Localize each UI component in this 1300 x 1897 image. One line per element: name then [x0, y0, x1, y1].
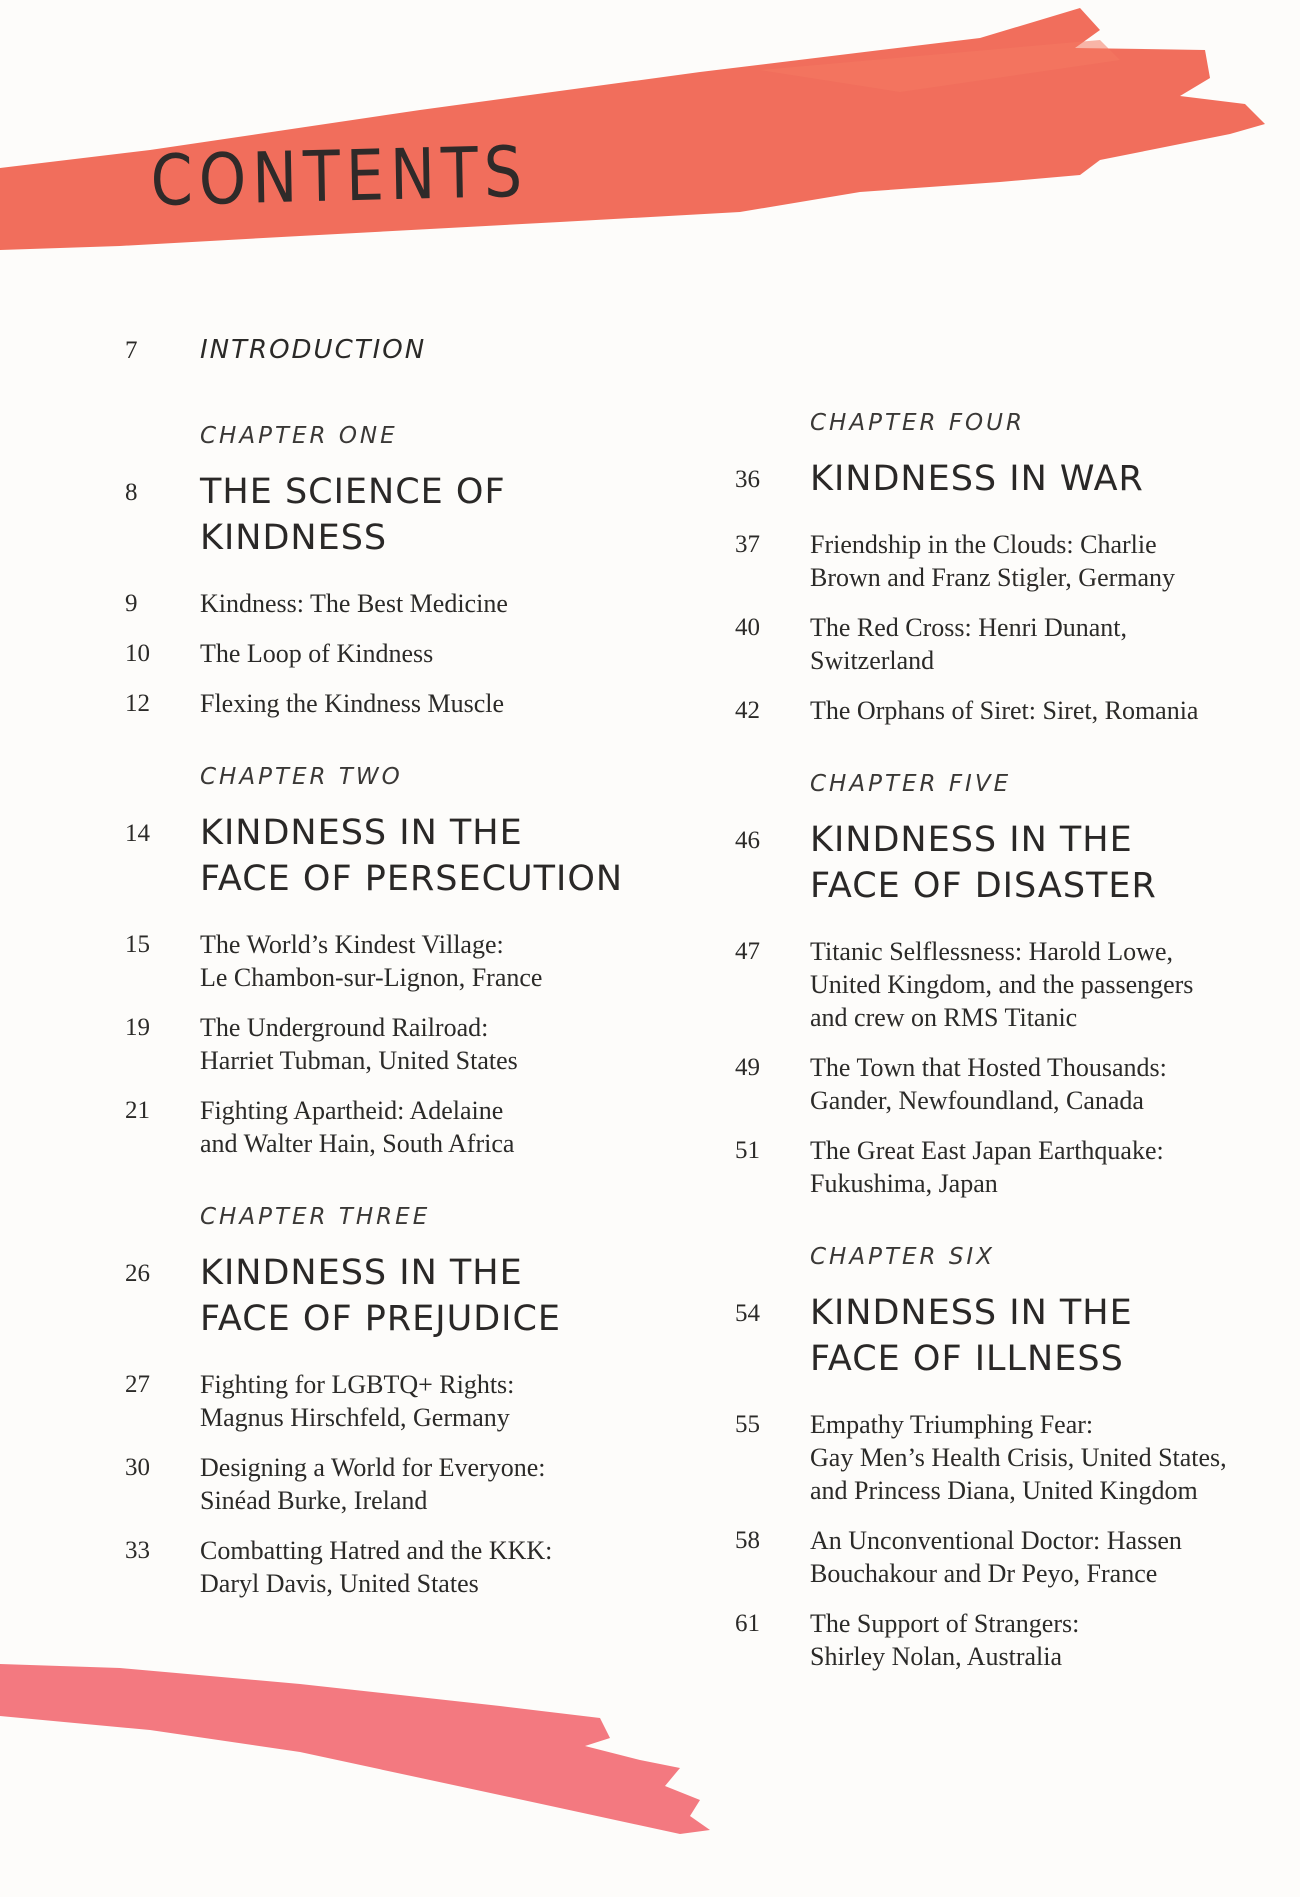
entry-title [810, 528, 1175, 594]
toc-entry[interactable] [735, 611, 1275, 677]
chapter-heading[interactable] [735, 817, 1275, 909]
entry-title-line: Gay Men’s Health Crisis, United States, [810, 1443, 1227, 1472]
page-number: 14 [125, 820, 150, 847]
chapter-title-line: KINDNESS IN THE [200, 1253, 523, 1293]
chapter-title-line: KINDNESS IN THE [200, 813, 523, 853]
page-number: 47 [735, 938, 760, 965]
entry-title [200, 1451, 545, 1517]
page-number: 58 [735, 1527, 760, 1554]
toc-entry[interactable] [735, 1134, 1275, 1200]
entry-title-line: Titanic Selflessness: Harold Lowe, [810, 937, 1173, 966]
page-number: 55 [735, 1411, 760, 1438]
left-chapter-list [125, 423, 645, 1600]
chapter-title [200, 1250, 561, 1342]
chapter-section [125, 423, 645, 720]
page-number: 33 [125, 1537, 150, 1564]
entry-title [200, 587, 508, 620]
entry-title [810, 1408, 1227, 1507]
page-number: 10 [125, 640, 150, 667]
toc-entry[interactable] [125, 637, 645, 670]
page-number: 42 [735, 697, 760, 724]
chapter-entries [125, 1368, 645, 1600]
page-number: 26 [125, 1260, 150, 1287]
entry-title [200, 637, 433, 670]
entry-title-line: The Town that Hosted Thousands: [810, 1053, 1167, 1082]
toc-entry[interactable] [125, 1094, 645, 1160]
page-number: 46 [735, 827, 760, 854]
page-number: 36 [735, 466, 760, 493]
chapter-title-line: FACE OF ILLNESS [810, 1339, 1124, 1379]
entry-title-line: Switzerland [810, 646, 935, 675]
chapter-entries [125, 587, 645, 720]
entry-title-line: Brown and Franz Stigler, Germany [810, 563, 1176, 592]
entry-title-line: Daryl Davis, United States [200, 1569, 479, 1598]
page-number: 27 [125, 1371, 150, 1398]
toc-entry[interactable] [735, 1051, 1275, 1117]
entry-title-line: Fighting for LGBTQ+ Rights: [200, 1370, 515, 1399]
page-number: 15 [125, 931, 150, 958]
chapter-entries [735, 1408, 1275, 1673]
toc-entry[interactable] [125, 1011, 645, 1077]
entry-title-line: An Unconventional Doctor: Hassen [810, 1526, 1182, 1555]
page-number: 54 [735, 1300, 760, 1327]
entry-title-line: and Walter Hain, South Africa [200, 1129, 515, 1158]
entry-title-line: The Orphans of Siret: Siret, Romania [810, 696, 1199, 725]
entry-title-line: Flexing the Kindness Muscle [200, 689, 505, 718]
toc-entry[interactable] [735, 694, 1275, 727]
entry-title-line: The Red Cross: Henri Dunant, [810, 613, 1128, 642]
page-number: 21 [125, 1097, 150, 1124]
chapter-entries [735, 935, 1275, 1200]
introduction-entry[interactable] [125, 335, 645, 365]
entry-title-line: The World’s Kindest Village: [200, 930, 504, 959]
entry-title [200, 1368, 514, 1434]
toc-entry[interactable] [125, 687, 645, 720]
chapter-title-line: FACE OF PERSECUTION [200, 859, 624, 899]
entry-title-line: Fukushima, Japan [810, 1169, 998, 1198]
chapter-title-line: THE SCIENCE OF KINDNESS [200, 472, 506, 558]
entry-title-line: The Underground Railroad: [200, 1013, 489, 1042]
bottom-brush-stroke-shape [0, 1664, 710, 1834]
entry-title-line: Le Chambon-sur-Lignon, France [200, 963, 543, 992]
entry-title-line: Friendship in the Clouds: Charlie [810, 530, 1157, 559]
toc-entry[interactable] [125, 587, 645, 620]
entry-title-line: Fighting Apartheid: Adelaine [200, 1096, 504, 1125]
chapter-label: CHAPTER SIX [810, 1244, 995, 1270]
page-title: CONTENTS [150, 130, 529, 222]
entry-title-line: Combatting Hatred and the KKK: [200, 1536, 553, 1565]
introduction-label: INTRODUCTION [200, 335, 427, 365]
entry-title-line: Magnus Hirschfeld, Germany [200, 1403, 510, 1432]
chapter-title [200, 469, 645, 561]
toc-entry[interactable] [125, 928, 645, 994]
page-number: 61 [735, 1610, 760, 1637]
chapter-title-line: FACE OF PREJUDICE [200, 1299, 562, 1339]
entry-title [810, 1607, 1079, 1673]
chapter-label: CHAPTER TWO [200, 764, 403, 790]
page-number: 9 [125, 590, 138, 617]
entry-title [810, 694, 1198, 727]
chapter-label: CHAPTER ONE [200, 423, 398, 449]
entry-title [200, 687, 504, 720]
chapter-title [810, 456, 1144, 502]
chapter-heading[interactable] [735, 456, 1275, 502]
chapter-title [200, 810, 623, 902]
toc-entry[interactable] [735, 1607, 1275, 1673]
toc-entry[interactable] [735, 1524, 1275, 1590]
entry-title-line: The Support of Strangers: [810, 1609, 1080, 1638]
chapter-title-line: KINDNESS IN THE [810, 820, 1133, 860]
page-number: 51 [735, 1137, 760, 1164]
toc-entry[interactable] [735, 935, 1275, 1034]
entry-title-line: and Princess Diana, United Kingdom [810, 1476, 1198, 1505]
toc-entry[interactable] [125, 1451, 645, 1517]
chapter-title [810, 817, 1157, 909]
chapter-section [125, 764, 645, 1160]
entry-title-line: Gander, Newfoundland, Canada [810, 1086, 1144, 1115]
toc-entry[interactable] [125, 1368, 645, 1434]
toc-entry[interactable] [735, 1408, 1275, 1507]
entry-title-line: United Kingdom, and the passengers [810, 970, 1194, 999]
page-number: 7 [125, 337, 138, 364]
page-number: 30 [125, 1454, 150, 1481]
chapter-section [735, 771, 1275, 1200]
chapter-heading[interactable] [125, 810, 645, 902]
contents-left-column [125, 335, 645, 1644]
toc-entry[interactable] [735, 528, 1275, 594]
page-number: 19 [125, 1014, 150, 1041]
chapter-label: CHAPTER THREE [200, 1204, 431, 1230]
chapter-title-line: KINDNESS IN THE [810, 1293, 1133, 1333]
right-chapter-list [735, 410, 1275, 1673]
entry-title-line: Shirley Nolan, Australia [810, 1642, 1063, 1671]
chapter-title-line: FACE OF DISASTER [810, 866, 1157, 906]
chapter-title [810, 1290, 1133, 1382]
contents-right-column [735, 410, 1275, 1717]
page-number: 37 [735, 531, 760, 558]
entry-title-line: Harriet Tubman, United States [200, 1046, 518, 1075]
entry-title-line: Bouchakour and Dr Peyo, France [810, 1559, 1158, 1588]
page-number: 40 [735, 614, 760, 641]
entry-title-line: and crew on RMS Titanic [810, 1003, 1078, 1032]
entry-title [200, 928, 542, 994]
chapter-label: CHAPTER FIVE [810, 771, 1012, 797]
entry-title [200, 1011, 518, 1077]
entry-title [810, 935, 1193, 1034]
toc-entry[interactable] [125, 1534, 645, 1600]
entry-title-line: Kindness: The Best Medicine [200, 589, 508, 618]
entry-title [810, 1134, 1164, 1200]
chapter-heading[interactable] [735, 1290, 1275, 1382]
entry-title [810, 611, 1127, 677]
entry-title-line: Designing a World for Everyone: [200, 1453, 546, 1482]
chapter-section [735, 1244, 1275, 1673]
entry-title-line: Sinéad Burke, Ireland [200, 1486, 428, 1515]
chapter-label: CHAPTER FOUR [810, 410, 1025, 436]
chapter-heading[interactable] [125, 469, 645, 561]
entry-title-line: Empathy Triumphing Fear: [810, 1410, 1094, 1439]
page-number: 49 [735, 1054, 760, 1081]
entry-title-line: The Great East Japan Earthquake: [810, 1136, 1164, 1165]
chapter-entries [125, 928, 645, 1160]
chapter-heading[interactable] [125, 1250, 645, 1342]
entry-title [200, 1094, 514, 1160]
entry-title [200, 1534, 552, 1600]
entry-title [810, 1524, 1182, 1590]
chapter-entries [735, 528, 1275, 727]
page-number: 12 [125, 690, 150, 717]
chapter-section [125, 1204, 645, 1600]
chapter-title-line: KINDNESS IN WAR [810, 459, 1144, 499]
page-number: 8 [125, 479, 138, 506]
chapter-section [735, 410, 1275, 727]
entry-title [810, 1051, 1167, 1117]
entry-title-line: The Loop of Kindness [200, 639, 434, 668]
